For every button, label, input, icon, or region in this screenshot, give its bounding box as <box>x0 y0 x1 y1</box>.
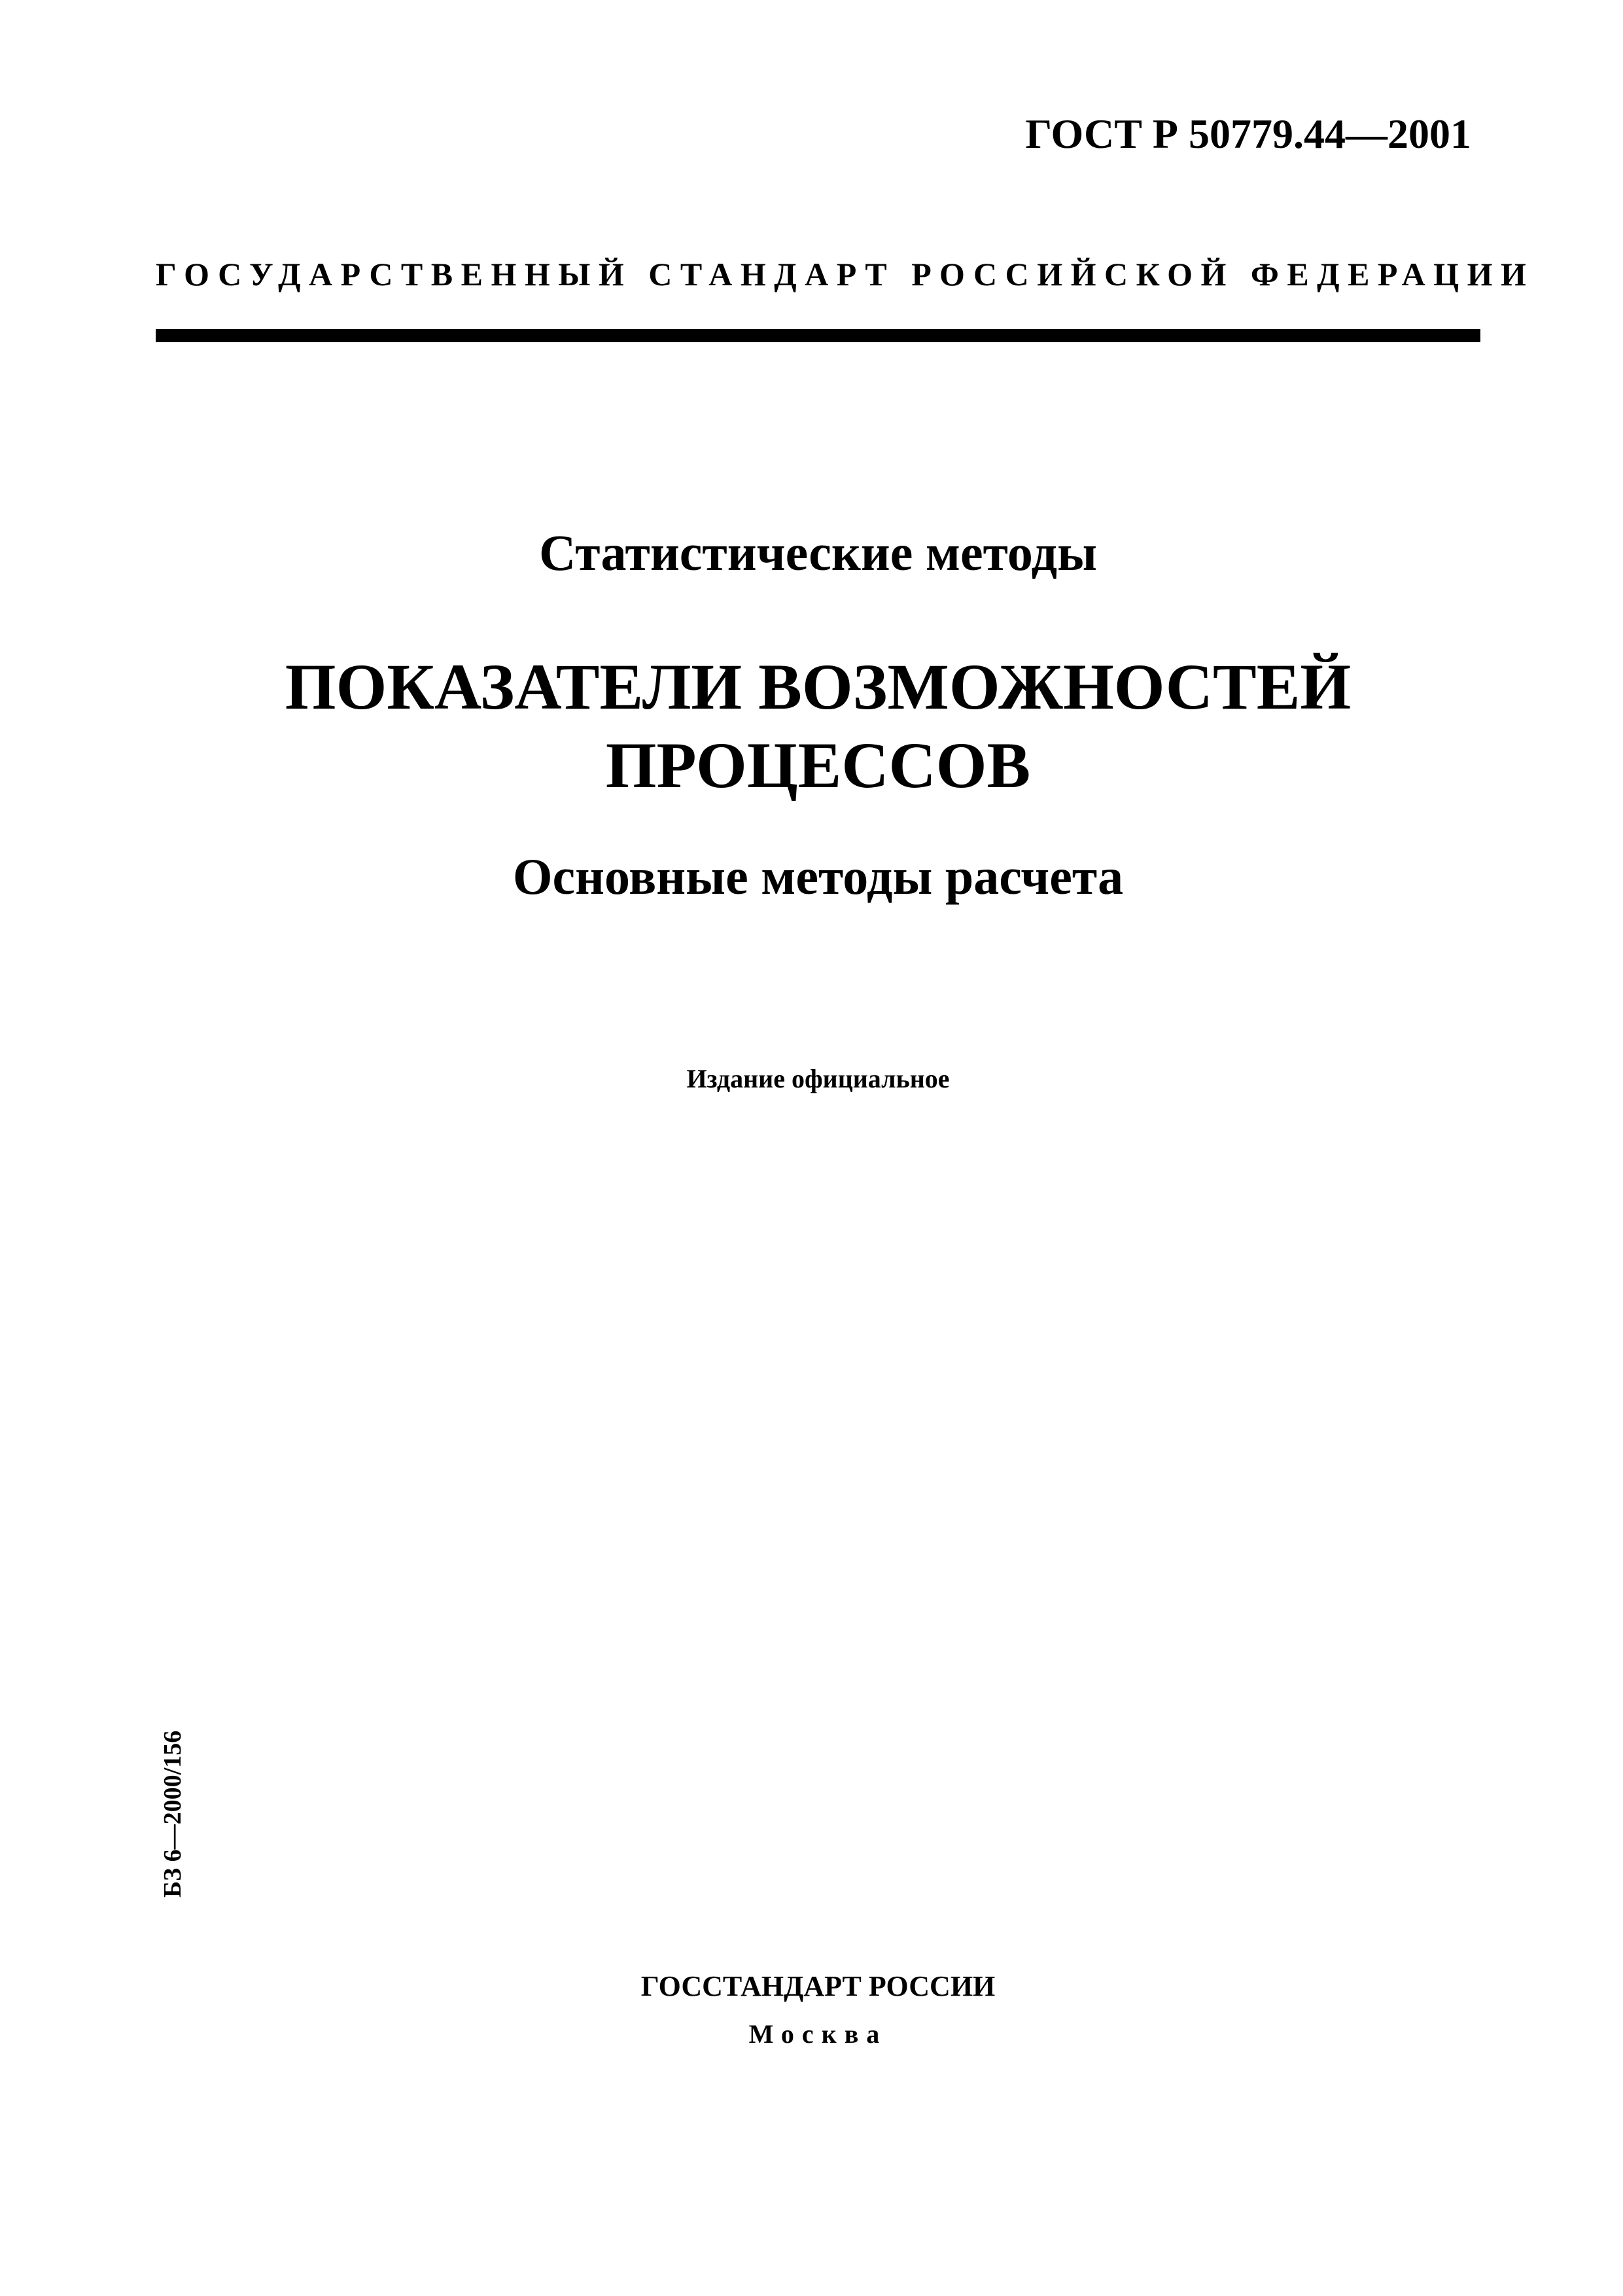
document-subtitle: Основные методы расчета <box>512 848 1124 905</box>
publisher-name: ГОССТАНДАРТ РОССИИ <box>640 1970 996 2002</box>
document-title <box>156 648 1480 805</box>
gost-number: ГОСТ Р 50779.44—2001 <box>1025 111 1471 157</box>
document-title-line-1: ПОКАЗАТЕЛИ ВОЗМОЖНОСТЕЙ <box>285 650 1352 723</box>
side-code: БЗ 6—2000/156 <box>159 1730 186 1898</box>
document-title-line-2: ПРОЦЕССОВ <box>605 729 1031 802</box>
header-divider <box>156 329 1480 342</box>
document-subject: Статистические методы <box>538 524 1097 581</box>
state-standard-heading: ГОСУДАРСТВЕННЫЙ СТАНДАРТ РОССИЙСКОЙ ФЕДЕРАЦИИ <box>156 256 1535 292</box>
edition-note: Издание официальное <box>686 1064 950 1093</box>
publisher-city: Москва <box>748 2019 888 2049</box>
